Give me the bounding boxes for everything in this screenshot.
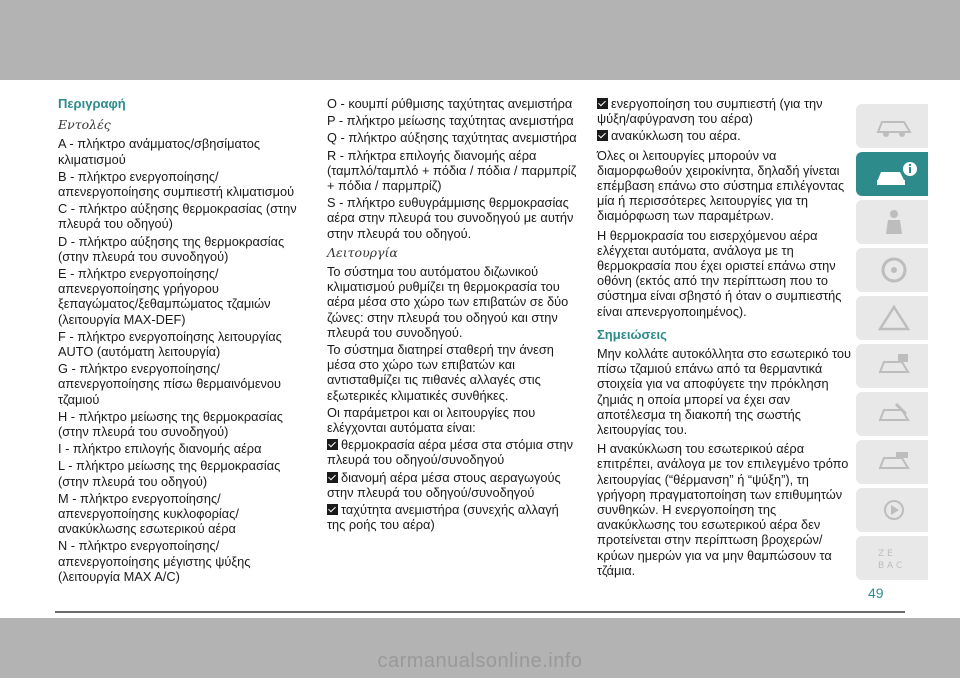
bullet-item: [597, 128, 853, 143]
command-m: M - πλήκτρο ενεργοποίησης/ απενεργοποίησης κυκλοφορίας/ ανακύκλωσης εσωτερικού αέρα: [58, 490, 239, 537]
seatbelt-icon: [874, 208, 914, 236]
chapter-tabs: [856, 104, 928, 584]
checkbox-bullet-icon: [327, 439, 338, 450]
command-l: L - πλήκτρο μείωσης της θερμοκρασίας (στην πλευρά του οδηγού): [58, 458, 281, 489]
bullet-item: [327, 437, 579, 467]
bullet-item: [597, 96, 853, 126]
alphabet-index-icon: [874, 544, 914, 572]
command-c: C - πλήκτρο αύξησης θερμοκρασίας (στην πλευρά του οδηγού): [58, 201, 297, 232]
column-1: [58, 96, 298, 586]
chapter-tab-emergency[interactable]: [856, 344, 928, 388]
commands-title: Εντολές: [58, 117, 111, 133]
bullet-item: [327, 470, 579, 500]
note-paragraph: Μην κολλάτε αυτοκόλλητα στο εσωτερικό του πίσω τζαμιού επάνω από τα θερμαντικά στοιχεία για να αποφύγετε την πρόκληση ζημιάς η οποία μπορεί να έχει σαν αποτέλεσμα τη διακοπή της σωστής λειτουργίας του.: [597, 346, 852, 438]
emergency-icon: [874, 352, 914, 380]
chapter-tab-dashboard[interactable]: [856, 104, 928, 148]
car-dashboard-icon: [874, 112, 914, 140]
chapter-tab-multimedia[interactable]: [856, 488, 928, 532]
command-h: H - πλήκτρο μείωσης της θερμοκρασίας (στην πλευρά του συνοδηγού): [58, 408, 283, 440]
bullet-text: ανακύκλωση του αέρα.: [611, 128, 741, 144]
operation-paragraph: Το σύστημα του αυτόματου διζωνικού κλιματισμού ρυθμίζει τη θερμοκρασία του αέρα μέσα στο χώρο των επιβατών σε δύο ζώνες: στην πλευρά του οδηγού και στην πλευρά του συνοδηγού.: [327, 264, 569, 340]
car-info-icon: [874, 160, 918, 190]
watermark: carmanualsonline.info: [377, 650, 583, 672]
top-band: [0, 0, 960, 80]
operation-paragraph: Το σύστημα διατηρεί σταθερή την άνεση μέσα στο χώρο των επιβατών και αντισταθμίζει τις πιθανές αλλαγές στις εξωτερικές κλιματικές συνθήκες.: [327, 342, 554, 403]
bullet-text: θερμοκρασία αέρα μέσα στα στόμια στην πλευρά του οδηγού/συνοδηγού: [327, 437, 574, 468]
command-o: O - κουμπί ρύθμισης ταχύτητας ανεμιστήρα: [327, 96, 573, 111]
section-title: Περιγραφή: [58, 96, 126, 111]
manual-mode-paragraph: Όλες οι λειτουργίες μπορούν να διαμορφωθούν χειροκίνητα, δηλαδή γίνεται επέμβαση επάνω στο σύστημα επιλέγοντας μία ή περισσότερες λειτουργίες για τη διαμόρφωση των παραμέτρων.: [597, 147, 845, 224]
chapter-tab-safety[interactable]: [856, 200, 928, 244]
bullet-text: ταχύτητα ανεμιστήρα (συνεχής αλλαγή της ροής του αέρα): [327, 502, 559, 533]
command-b: B - πλήκτρο ενεργοποίησης/ απενεργοποίησης συμπιεστή κλιματισμού: [58, 168, 295, 200]
checkbox-bullet-icon: [597, 98, 608, 109]
command-a: A - πλήκτρο ανάμματος/σβησίματος κλιματισμού: [58, 136, 261, 167]
chapter-tab-starting[interactable]: [856, 248, 928, 292]
command-d: D - πλήκτρο αύξησης της θερμοκρασίας (στην πλευρά του συνοδηγού): [58, 233, 285, 264]
page-number: 49: [868, 585, 884, 601]
command-i: I - πλήκτρο επιλογής διανομής αέρα: [58, 441, 262, 457]
checkbox-bullet-icon: [597, 130, 608, 141]
multimedia-icon: [874, 496, 914, 524]
chapter-tab-technical-data[interactable]: [856, 440, 928, 484]
command-f: F - πλήκτρο ενεργοποίησης λειτουργίας AUTO (αυτόματη λειτουργία): [58, 328, 282, 360]
column-2: [327, 96, 579, 534]
checkbox-bullet-icon: [327, 504, 338, 515]
command-q: Q - πλήκτρο αύξησης ταχύτητας ανεμιστήρα: [327, 130, 577, 146]
technical-data-icon: [874, 448, 914, 476]
svg-text:Z E: Z E: [878, 549, 893, 559]
note-paragraph: Η ανακύκλωση του εσωτερικού αέρα επιτρέπει, ανάλογα με τον επιλεγμένο τρόπο λειτουργίας (“θέρμανση” ή “ψύξη”), τη γρήγορη πραγματοποίηση των επιθυμητών συνθηκών. Η ενεργοποίηση της ανακύκλωσης του εσωτερικού αέρα δεν προτείνεται στην περίπτωση βροχερών/κρύων ημερών για να μην θαμπώσουν τα τζάμια.: [597, 441, 849, 578]
command-g: G - πλήκτρο ενεργοποίησης/ απενεργοποίησης πίσω θερμαινόμενου τζαμιού: [58, 361, 282, 407]
column-3: [597, 96, 853, 580]
chapter-tab-maintenance[interactable]: [856, 392, 928, 436]
temperature-paragraph: Η θερμοκρασία του εισερχόμενου αέρα ελέγχεται αυτόματα, ανάλογα με τη θερμοκρασία που έχει οριστεί επάνω στην οθόνη (εκτός από την περίπτωση που το σύστημα είναι σβηστό ή όταν ο συμπιεστής είναι απενεργοποιημένος).: [597, 227, 842, 319]
operation-paragraph: Οι παράμετροι και οι λειτουργίες που ελέγχονται αυτόματα είναι:: [327, 404, 536, 436]
chapter-tab-knowing-vehicle[interactable]: [856, 152, 928, 196]
notes-title: Σημειώσεις: [597, 326, 667, 342]
chapter-tab-index[interactable]: [856, 536, 928, 580]
command-s: S - πλήκτρο ευθυγράμμισης θερμοκρασίας αέρα στην πλευρά του συνοδηγού με αυτήν στην πλευρά του οδηγού.: [327, 195, 574, 241]
warning-lamp-icon: [874, 304, 914, 332]
wrench-car-icon: [874, 400, 914, 428]
bullet-item: [327, 502, 579, 532]
command-n: N - πλήκτρο ενεργοποίησης/ απενεργοποίησης μέγιστης ψύξης (λειτουργία MAX A/C): [58, 538, 251, 584]
bullet-text: ενεργοποίηση του συμπιεστή (για την ψύξη/αφύγρανση του αέρα): [597, 96, 823, 127]
command-r: R - πλήκτρα επιλογής διανομής αέρα (ταμπλό/ταμπλό + πόδια / πόδια / παρμπρίζ + πόδια / παρμπρίζ): [327, 147, 577, 194]
bottom-divider: [55, 611, 905, 613]
bullet-text: διανομή αέρα μέσα στους αεραγωγούς στην πλευρά του οδηγού/συνοδηγού: [327, 469, 561, 500]
command-e: E - πλήκτρο ενεργοποίησης/ απενεργοποίησης γρήγορου ξεπαγώματος/ξεθαμπώματος τζαμιών (λειτουργία MAX-DEF): [58, 266, 271, 327]
checkbox-bullet-icon: [327, 472, 338, 483]
steering-wheel-icon: [874, 256, 914, 284]
command-p: P - πλήκτρο μείωσης ταχύτητας ανεμιστήρα: [327, 113, 574, 129]
svg-text:B A C: B A C: [878, 561, 903, 571]
operation-title: Λειτουργία: [327, 244, 398, 260]
chapter-tab-warning-lights[interactable]: [856, 296, 928, 340]
